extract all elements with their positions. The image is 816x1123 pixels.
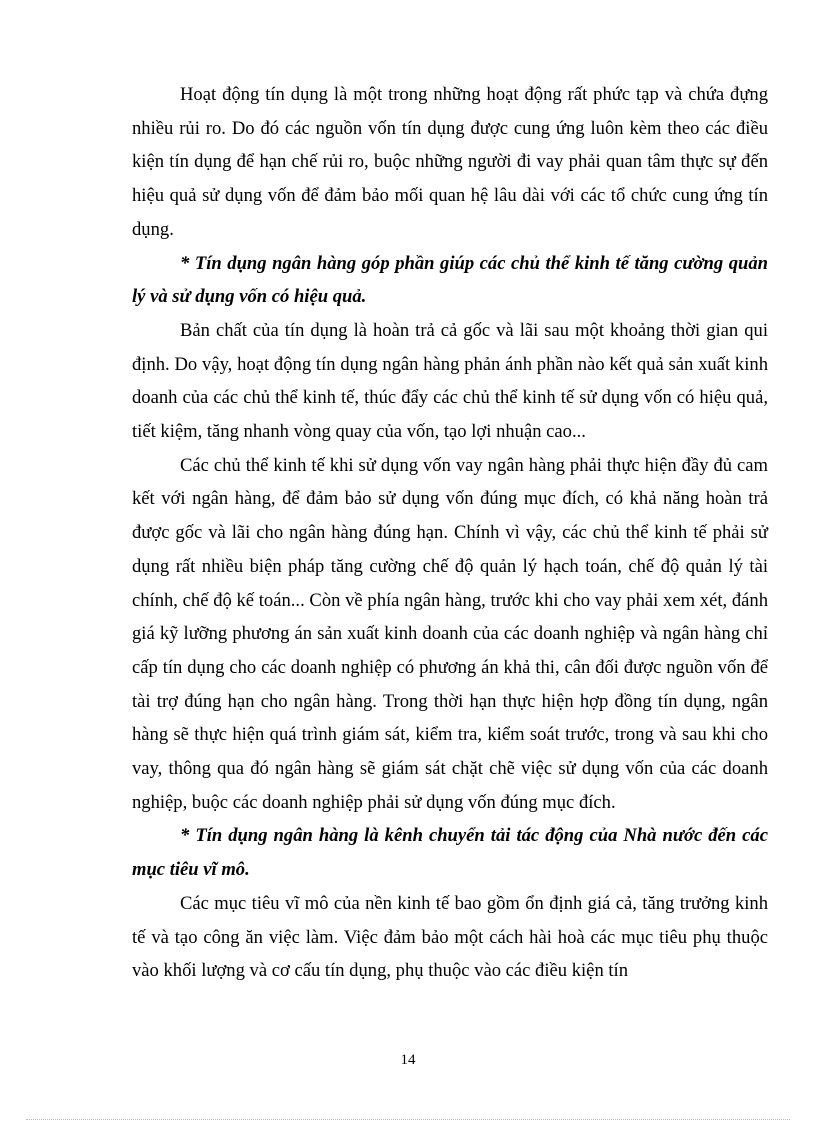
paragraph-macro-goals: Các mục tiêu vĩ mô của nền kinh tế bao gồm ổn định giá cả, tăng trưởng kinh tế và tạo công ăn việc làm. Việc đảm bảo một cách hài hoà các mục tiêu phụ thuộc vào khối lượng và cơ cấu tín dụng, phụ thuộc vào các điều kiện tín <box>132 892 768 982</box>
heading-macro-channel: * Tín dụng ngân hàng là kênh chuyển tải tác động của Nhà nước đến các mục tiêu vĩ mô. <box>132 825 768 881</box>
page-body <box>132 78 768 988</box>
heading-capital-efficiency: * Tín dụng ngân hàng góp phần giúp các chủ thể kinh tế tăng cường quản lý và sử dụng vốn có hiệu quả. <box>132 252 768 308</box>
page-number: 14 <box>400 1052 416 1068</box>
paragraph-credit-nature: Bản chất của tín dụng là hoàn trả cả gốc và lãi sau một khoảng thời gian qui định. Do vậy, hoạt động tín dụng ngân hàng phản ánh phần nào kết quả sản xuất kinh doanh của các chủ thể kinh tế, thúc đẩy các chủ thể kinh tế sử dụng vốn có hiệu quả, tiết kiệm, tăng nhanh vòng quay của vốn, tạo lợi nhuận cao... <box>132 319 768 443</box>
page-bottom-divider <box>26 1119 790 1120</box>
paragraph-credit-risk: Hoạt động tín dụng là một trong những hoạt động rất phức tạp và chứa đựng nhiều rủi ro. Do đó các nguồn vốn tín dụng được cung ứng luôn kèm theo các điều kiện tín dụng để hạn chế rủi ro, buộc những người đi vay phải quan tâm thực sự đến hiệu quả sử dụng vốn để đảm bảo mối quan hệ lâu dài với các tổ chức cung ứng tín dụng. <box>132 84 768 240</box>
paragraph-borrower-obligations: Các chủ thể kinh tế khi sử dụng vốn vay ngân hàng phải thực hiện đầy đủ cam kết với ngân hàng, để đảm bảo sử dụng vốn đúng mục đích, có khả năng hoàn trả được gốc và lãi cho ngân hàng đúng hạn. Chính vì vậy, các chủ thể kinh tế phải sử dụng rất nhiều biện pháp tăng cường chế độ quản lý hạch toán, chế độ quản lý tài chính, chế độ kế toán... Còn về phía ngân hàng, trước khi cho vay phải xem xét, đánh giá kỹ lưỡng phương án sản xuất kinh doanh của các doanh nghiệp và ngân hàng chỉ cấp tín dụng cho các doanh nghiệp có phương án khả thi, cân đối được nguồn vốn để tài trợ đúng hạn cho ngân hàng. Trong thời hạn thực hiện hợp đồng tín dụng, ngân hàng sẽ thực hiện quá trình giám sát, kiểm tra, kiểm soát trước, trong và sau khi cho vay, thông qua đó ngân hàng sẽ giám sát chặt chẽ việc sử dụng vốn của các doanh nghiệp, buộc các doanh nghiệp phải sử dụng vốn đúng mục đích. <box>132 454 768 813</box>
